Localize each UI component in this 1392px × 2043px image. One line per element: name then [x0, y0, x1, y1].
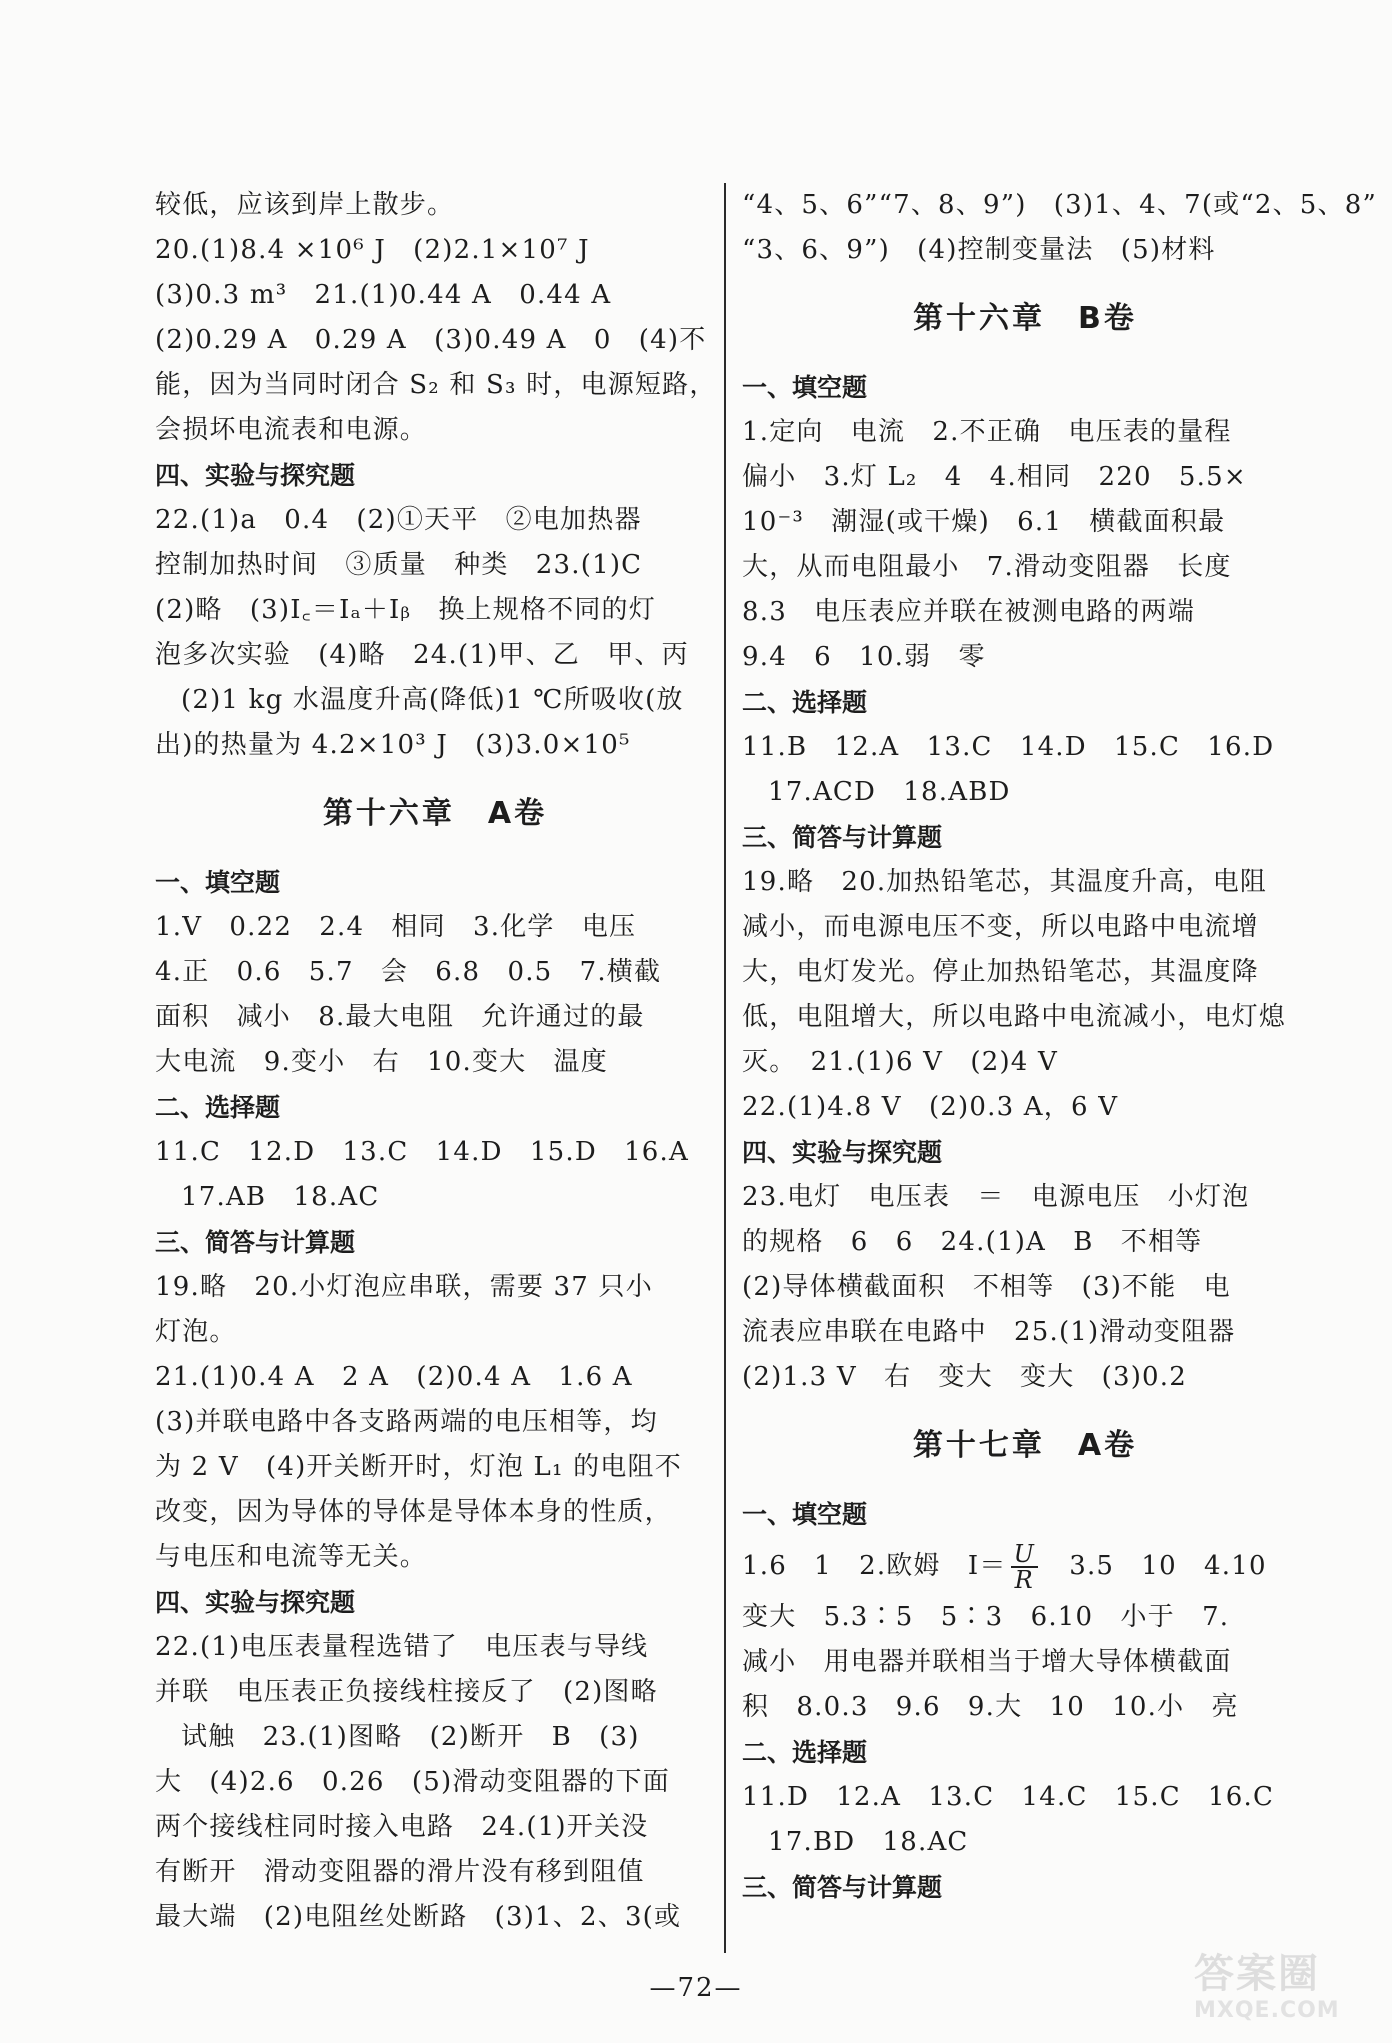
- section-heading: 二、选择题: [742, 1738, 868, 1767]
- fraction-denominator: R: [1014, 1566, 1034, 1594]
- answer-line: 23.电灯 电压表 ＝ 电源电压 小灯泡: [742, 1182, 1250, 1212]
- answer-line: 变大 5.3∶5 5∶3 6.10 小于 7.: [742, 1602, 1230, 1632]
- answer-line: (3)并联电路中各支路两端的电压相等，均: [155, 1407, 658, 1437]
- answer-line: 面积 减小 8.最大电阻 允许通过的最: [155, 1002, 645, 1032]
- section-heading: 一、填空题: [742, 1500, 868, 1529]
- section-heading: 四、实验与探究题: [155, 1588, 356, 1617]
- answer-line: 17.AB 18.AC: [181, 1182, 380, 1212]
- watermark-url: MXQE.COM: [1194, 1998, 1340, 2023]
- answer-line: 的规格 6 6 24.(1)A B 不相等: [742, 1227, 1203, 1257]
- answer-line: 减小 用电器并联相当于增大导体横截面: [742, 1647, 1232, 1677]
- section-heading: 三、简答与计算题: [155, 1228, 356, 1257]
- section-heading: 三、简答与计算题: [742, 1873, 943, 1902]
- formula-text-before: 1.6 1 2.欧姆 I＝: [742, 1551, 1007, 1581]
- answer-line: (2)1 kg 水温度升高(降低)1 ℃所吸收(放: [181, 685, 684, 715]
- formula-line: [742, 1537, 1308, 1595]
- right-column: [742, 183, 1377, 1910]
- answer-line: 11.B 12.A 13.C 14.D 15.C 16.D: [742, 732, 1275, 762]
- answer-line: 出)的热量为 4.2×10³ J (3)3.0×10⁵: [155, 730, 631, 760]
- answer-line: 控制加热时间 ③质量 种类 23.(1)C: [155, 550, 643, 580]
- formula-text-after: 3.5 10 4.10: [1042, 1551, 1267, 1581]
- answer-line: 泡多次实验 (4)略 24.(1)甲、乙 甲、丙: [155, 640, 689, 670]
- section-heading: 一、填空题: [742, 373, 868, 402]
- answer-line: 有断开 滑动变阻器的滑片没有移到阻值: [155, 1857, 645, 1887]
- answer-line: 最大端 (2)电阻丝处断路 (3)1、2、3(或: [155, 1902, 682, 1932]
- answer-line: 偏小 3.灯 L₂ 4 4.相同 220 5.5×: [742, 462, 1247, 492]
- answer-line: 19.略 20.小灯泡应串联，需要 37 只小: [155, 1272, 653, 1302]
- answer-line: (3)0.3 m³ 21.(1)0.44 A 0.44 A: [155, 280, 612, 310]
- answer-line: 1.定向 电流 2.不正确 电压表的量程: [742, 417, 1232, 447]
- answer-line: 灭。 21.(1)6 V (2)4 V: [742, 1047, 1058, 1077]
- section-heading: 三、简答与计算题: [742, 823, 943, 852]
- answer-line: 大，从而电阻最小 7.滑动变阻器 长度: [742, 552, 1232, 582]
- answer-line: 较低，应该到岸上散步。: [155, 190, 455, 220]
- answer-line: 与电压和电流等无关。: [155, 1542, 428, 1572]
- answer-line: 8.3 电压表应并联在被测电路的两端: [742, 597, 1195, 627]
- answer-line: 19.略 20.加热铅笔芯，其温度升高，电阻: [742, 867, 1268, 897]
- watermark-mark: 答案圈: [1194, 1951, 1320, 1997]
- fraction: [1011, 1542, 1038, 1592]
- answer-line: 低，电阻增大，所以电路中电流减小，电灯熄: [742, 1002, 1287, 1032]
- section-heading: 四、实验与探究题: [742, 1138, 943, 1167]
- answer-line: 22.(1)4.8 V (2)0.3 A，6 V: [742, 1092, 1119, 1122]
- chapter-title: 第十六章 B卷: [913, 301, 1137, 336]
- section-heading: 二、选择题: [742, 688, 868, 717]
- section-heading: 四、实验与探究题: [155, 461, 356, 490]
- answer-line: 21.(1)0.4 A 2 A (2)0.4 A 1.6 A: [155, 1362, 633, 1392]
- answer-line: 4.正 0.6 5.7 会 6.8 0.5 7.横截: [155, 957, 662, 987]
- answer-line: 17.BD 18.AC: [768, 1827, 969, 1857]
- answer-line: 流表应串联在电路中 25.(1)滑动变阻器: [742, 1317, 1236, 1347]
- answer-line: 为 2 V (4)开关断开时，灯泡 L₁ 的电阻不: [155, 1452, 682, 1482]
- answer-line: 10⁻³ 潮湿(或干燥) 6.1 横截面积最: [742, 507, 1226, 537]
- answer-line: 11.D 12.A 13.C 14.C 15.C 16.C: [742, 1782, 1275, 1812]
- left-column: [155, 183, 715, 1940]
- answer-line: 1.V 0.22 2.4 相同 3.化学 电压: [155, 912, 637, 942]
- answer-line: 并联 电压表正负接线柱接反了 (2)图略: [155, 1677, 658, 1707]
- section-heading: 一、填空题: [155, 868, 281, 897]
- answer-line: 试触 23.(1)图略 (2)断开 B (3): [181, 1722, 640, 1752]
- answer-line: 大 (4)2.6 0.26 (5)滑动变阻器的下面: [155, 1767, 670, 1797]
- column-divider: [724, 183, 726, 1953]
- answer-line: 9.4 6 10.弱 零: [742, 642, 986, 672]
- chapter-title: 第十六章 A卷: [322, 796, 548, 831]
- answer-line: 减小，而电源电压不变，所以电路中电流增: [742, 912, 1259, 942]
- answer-line: 22.(1)a 0.4 (2)①天平 ②电加热器: [155, 505, 642, 535]
- watermark: [1194, 1950, 1384, 2038]
- answer-line: (2)0.29 A 0.29 A (3)0.49 A 0 (4)不: [155, 325, 707, 355]
- answer-line: 灯泡。: [155, 1317, 237, 1347]
- answer-line: 能，因为当同时闭合 S₂ 和 S₃ 时，电源短路，: [155, 370, 717, 400]
- answer-line: 大电流 9.变小 右 10.变大 温度: [155, 1047, 608, 1077]
- answer-line: 22.(1)电压表量程选错了 电压表与导线: [155, 1632, 649, 1662]
- answer-line: 20.(1)8.4 ×10⁶ J (2)2.1×10⁷ J: [155, 235, 590, 265]
- chapter-title: 第十七章 A卷: [912, 1428, 1138, 1463]
- answer-line: 改变，因为导体的导体是导体本身的性质，: [155, 1497, 672, 1527]
- answer-line: 11.C 12.D 13.C 14.D 15.D 16.A: [155, 1137, 689, 1167]
- answer-line: 17.ACD 18.ABD: [768, 777, 1011, 807]
- answer-line: 会损坏电流表和电源。: [155, 415, 428, 445]
- page-number: —72—: [649, 1973, 743, 2003]
- answer-line: (2)1.3 V 右 变大 变大 (3)0.2: [742, 1362, 1187, 1392]
- answer-line: (2)导体横截面积 不相等 (3)不能 电: [742, 1272, 1231, 1302]
- answer-line: 积 8.0.3 9.6 9.大 10 10.小 亮: [742, 1692, 1239, 1722]
- answer-line: 大，电灯发光。停止加热铅笔芯，其温度降: [742, 957, 1259, 987]
- answer-line: “3、6、9”) (4)控制变量法 (5)材料: [742, 235, 1216, 265]
- answer-line: “4、5、6”“7、8、9”) (3)1、4、7(或“2、5、8”: [742, 190, 1377, 220]
- answer-line: (2)略 (3)I꜀＝Iₐ＋Iᵦ 换上规格不同的灯: [155, 595, 656, 625]
- section-heading: 二、选择题: [155, 1093, 281, 1122]
- fraction-numerator: U: [1011, 1542, 1038, 1568]
- answer-line: 两个接线柱同时接入电路 24.(1)开关没: [155, 1812, 649, 1842]
